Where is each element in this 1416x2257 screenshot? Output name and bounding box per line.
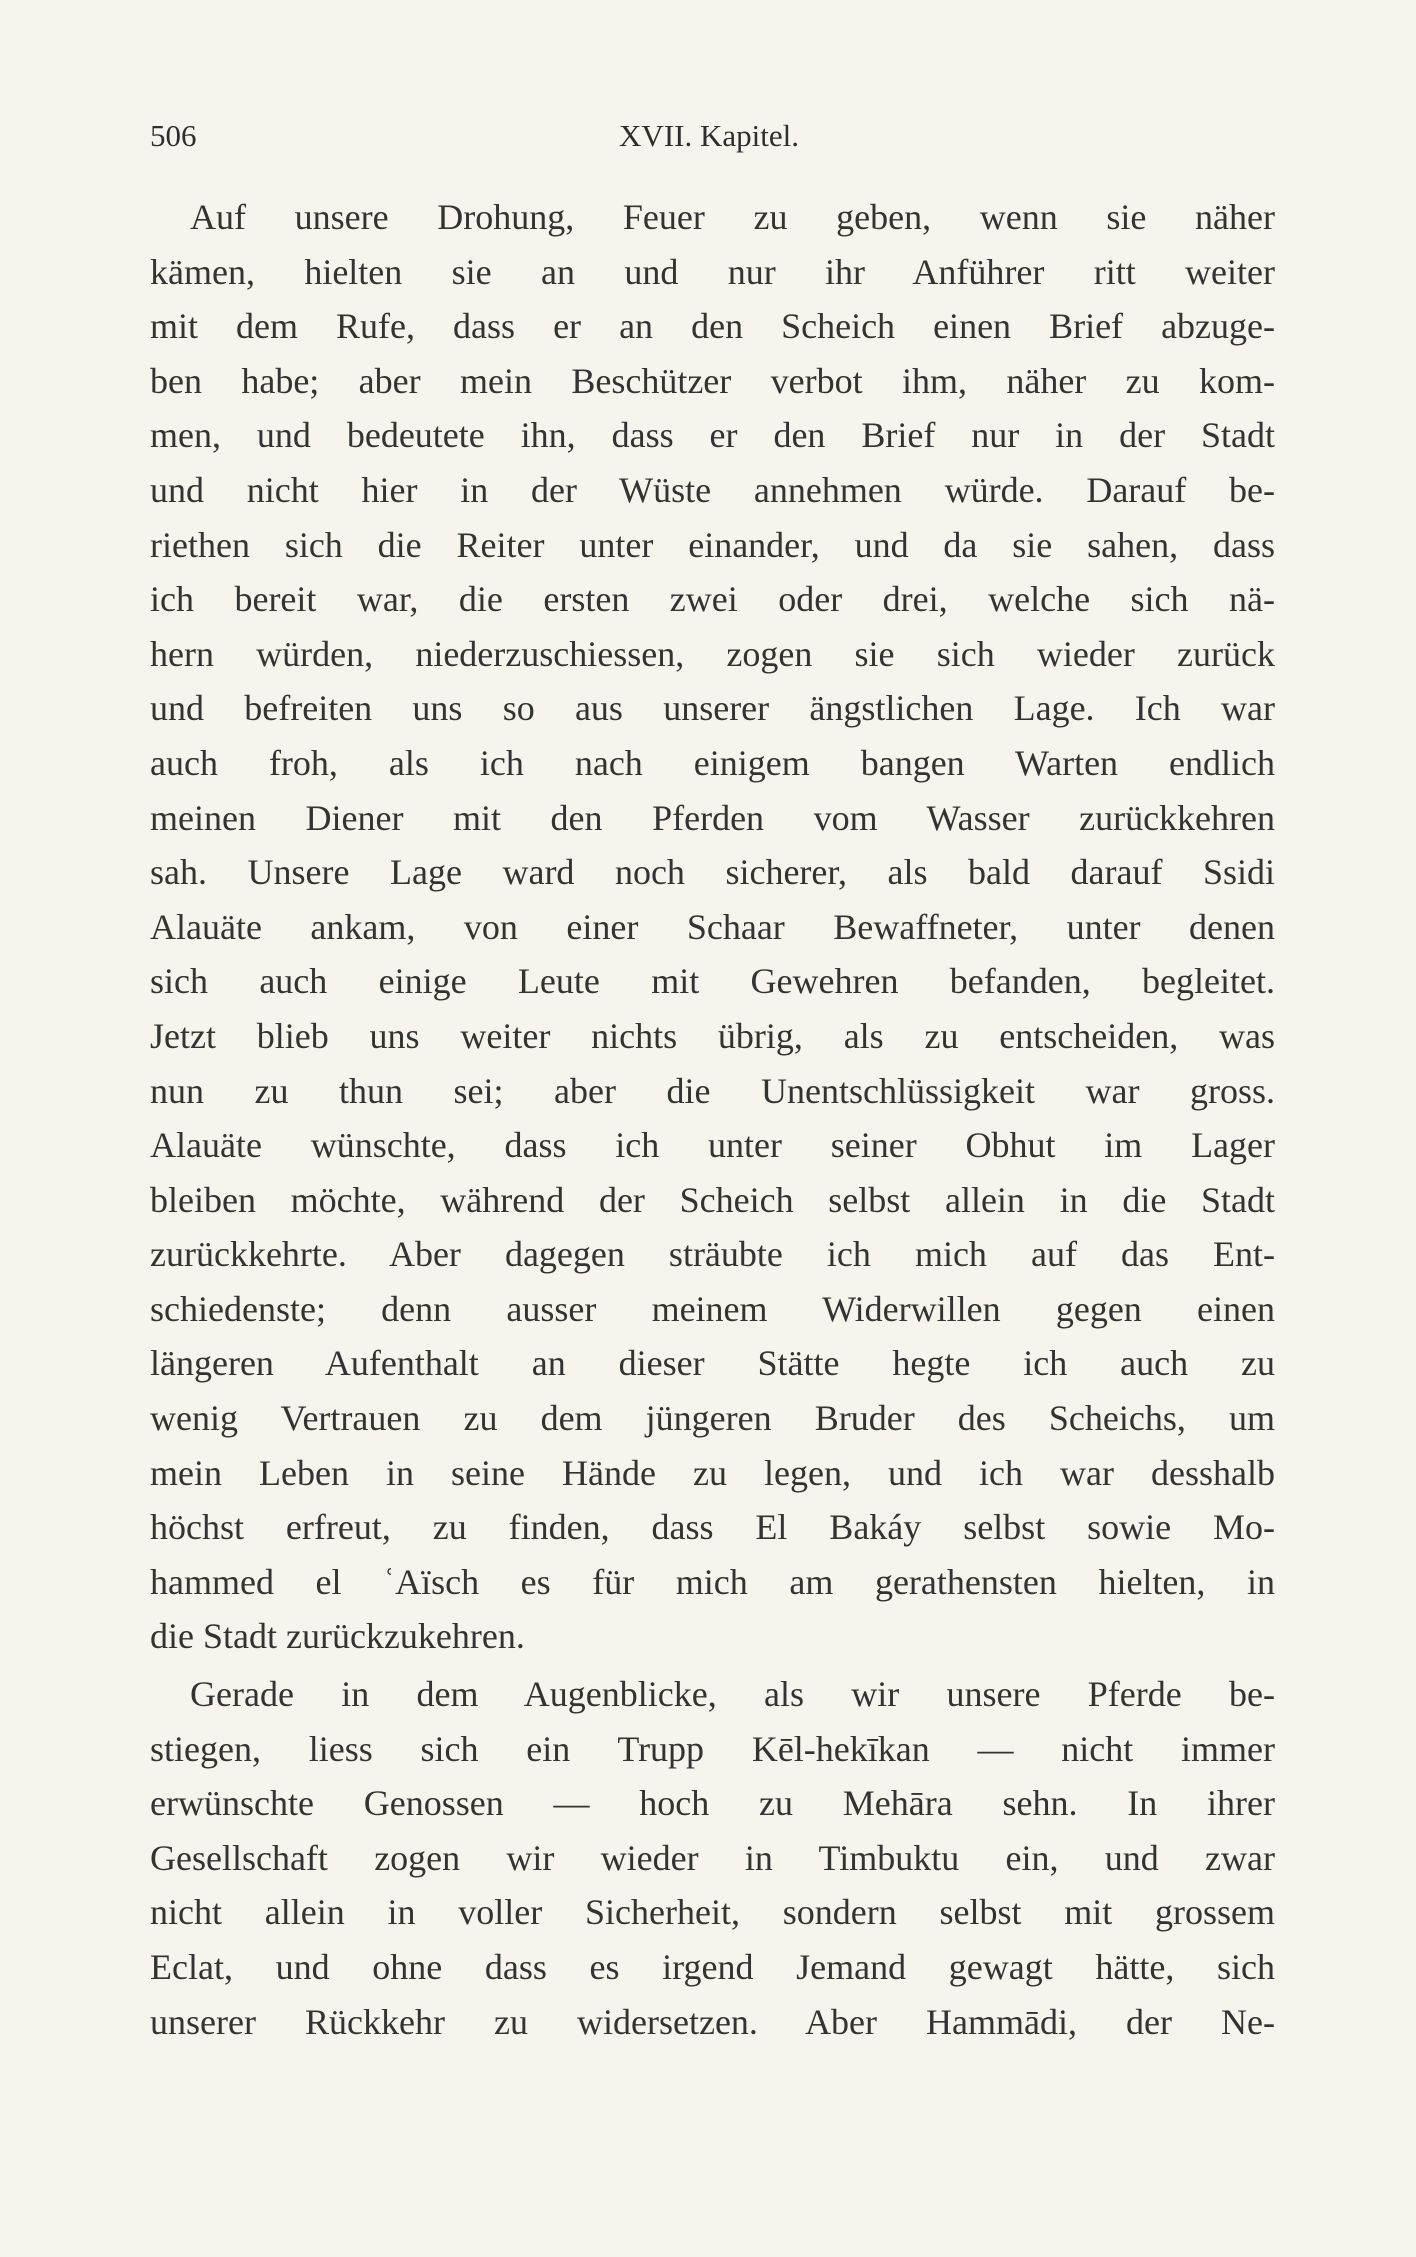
- paragraph: [150, 1667, 1275, 2049]
- text-line: hammed el ʿAïsch es für mich am gerathensten hielten, in: [150, 1561, 1275, 1602]
- text-line: höchst erfreut, zu finden, dass El Bakáy selbst sowie Mo-: [150, 1507, 1275, 1548]
- text-line: men, und bedeutete ihn, dass er den Brief nur in der Stadt: [150, 415, 1275, 456]
- paragraph: [150, 190, 1275, 1664]
- text-line: bleiben möchte, während der Scheich selbst allein in die Stadt: [150, 1179, 1275, 1220]
- text-line: die Stadt zurückzukehren.: [150, 1616, 525, 1657]
- text-line: zurückkehrte. Aber dagegen sträubte ich mich auf das Ent-: [150, 1234, 1275, 1275]
- text-line: Auf unsere Drohung, Feuer zu geben, wenn sie näher: [190, 197, 1275, 237]
- text-line: nicht allein in voller Sicherheit, sondern selbst mit grossem: [150, 1892, 1275, 1933]
- text-line: mit dem Rufe, dass er an den Scheich einen Brief abzuge-: [150, 306, 1275, 347]
- text-line: wenig Vertrauen zu dem jüngeren Bruder des Scheichs, um: [150, 1398, 1275, 1439]
- text-line: Gesellschaft zogen wir wieder in Timbuktu ein, und zwar: [150, 1837, 1275, 1878]
- text-line: sah. Unsere Lage ward noch sicherer, als bald darauf Ssidi: [150, 852, 1275, 893]
- text-line: Gerade in dem Augenblicke, als wir unsere Pferde be-: [190, 1674, 1275, 1715]
- page-number: 506: [150, 118, 197, 153]
- text-line: mein Leben in seine Hände zu legen, und ich war desshalb: [150, 1452, 1275, 1493]
- text-line: riethen sich die Reiter unter einander, und da sie sahen, dass: [150, 524, 1275, 565]
- text-line: auch froh, als ich nach einigem bangen Warten endlich: [150, 742, 1275, 783]
- text-line: und nicht hier in der Wüste annehmen würde. Darauf be-: [150, 469, 1275, 510]
- text-line: kämen, hielten sie an und nur ihr Anführer ritt weiter: [150, 251, 1275, 292]
- text-line: ich bereit war, die ersten zwei oder drei, welche sich nä-: [150, 579, 1275, 620]
- text-line: längeren Aufenthalt an dieser Stätte hegte ich auch zu: [150, 1343, 1275, 1384]
- text-line: nun zu thun sei; aber die Unentschlüssigkeit war gross.: [150, 1070, 1275, 1111]
- text-line: Eclat, und ohne dass es irgend Jemand gewagt hätte, sich: [150, 1947, 1275, 1987]
- text-line: sich auch einige Leute mit Gewehren befanden, begleitet.: [150, 961, 1275, 1002]
- text-line: und befreiten uns so aus unserer ängstlichen Lage. Ich war: [150, 688, 1275, 729]
- text-line: stiegen, liess sich ein Trupp Kēl-hekīkan — nicht immer: [150, 1728, 1275, 1769]
- text-line: erwünschte Genossen — hoch zu Mehāra sehn. In ihrer: [150, 1783, 1275, 1824]
- text-line: unserer Rückkehr zu widersetzen. Aber Hammādi, der Ne-: [150, 2001, 1275, 2042]
- page-header: [150, 118, 1268, 166]
- running-title: XVII. Kapitel.: [619, 118, 799, 153]
- text-line: hern würden, niederzuschiessen, zogen sie sich wieder zurück: [150, 633, 1275, 674]
- text-line: Alauäte ankam, von einer Schaar Bewaffneter, unter denen: [150, 906, 1275, 947]
- text-line: Alauäte wünschte, dass ich unter seiner Obhut im Lager: [150, 1125, 1275, 1166]
- text-line: schiedenste; denn ausser meinem Widerwillen gegen einen: [150, 1288, 1275, 1329]
- text-line: meinen Diener mit den Pferden vom Wasser zurückkehren: [150, 797, 1275, 838]
- text-line: Jetzt blieb uns weiter nichts übrig, als zu entscheiden, was: [150, 1015, 1275, 1056]
- text-line: ben habe; aber mein Beschützer verbot ihm, näher zu kom-: [150, 360, 1275, 401]
- body-text: [150, 190, 1275, 2049]
